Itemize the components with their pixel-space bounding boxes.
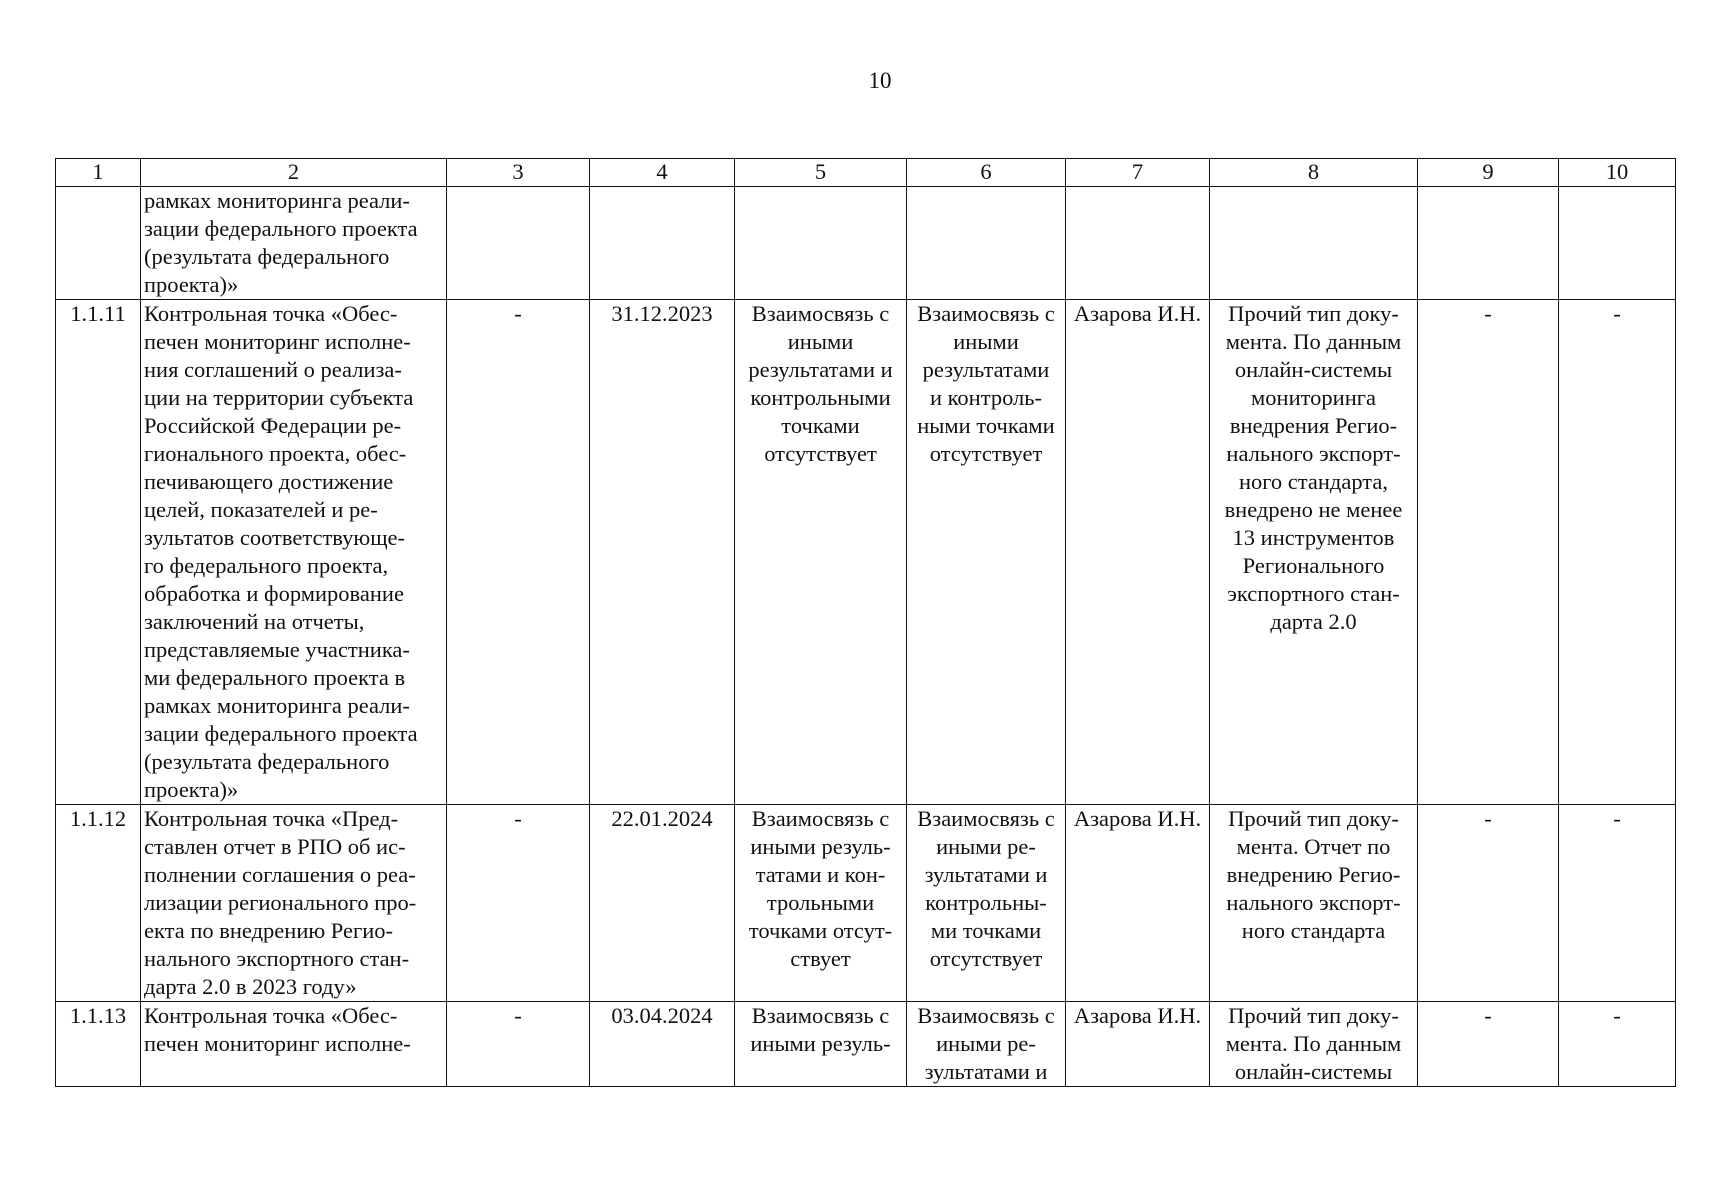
cell-col3: - xyxy=(447,1002,590,1087)
cell-document: Прочий тип доку- мента. По данным онлайн-системы xyxy=(1210,1002,1418,1087)
column-header: 10 xyxy=(1559,159,1676,187)
cell-document: Прочий тип доку- мента. По данным онлайн-системы мониторинга внедрения Регио- нального экспорт- ного стандарта, внедрено не менее 13 инструментов Регионального экспортного стан- дарта 2.0 xyxy=(1210,300,1418,805)
column-header: 9 xyxy=(1418,159,1559,187)
cell-col3 xyxy=(447,187,590,300)
header-row xyxy=(56,159,1676,187)
column-header: 7 xyxy=(1066,159,1210,187)
table-row xyxy=(56,805,1676,1002)
column-header: 8 xyxy=(1210,159,1418,187)
cell-col5 xyxy=(735,187,907,300)
cell-col5: Взаимосвязь с иными результатами и контрольными точками отсутствует xyxy=(735,300,907,805)
table-row xyxy=(56,1002,1676,1087)
cell-col5: Взаимосвязь с иными резуль- xyxy=(735,1002,907,1087)
cell-col9: - xyxy=(1418,300,1559,805)
cell-col9: - xyxy=(1418,805,1559,1002)
cell-col3: - xyxy=(447,805,590,1002)
cell-responsible: Азарова И.Н. xyxy=(1066,805,1210,1002)
cell-col6 xyxy=(907,187,1066,300)
column-header: 2 xyxy=(141,159,447,187)
cell-responsible: Азарова И.Н. xyxy=(1066,300,1210,805)
cell-date xyxy=(590,187,735,300)
cell-col9 xyxy=(1418,187,1559,300)
cell-col5: Взаимосвязь с иными резуль- татами и кон- трольными точками отсут- ствует xyxy=(735,805,907,1002)
cell-col10: - xyxy=(1559,300,1676,805)
cell-col10: - xyxy=(1559,805,1676,1002)
row-number: 1.1.13 xyxy=(56,1002,141,1087)
cell-col3: - xyxy=(447,300,590,805)
column-header: 1 xyxy=(56,159,141,187)
cell-col6: Взаимосвязь с иными результатами и контроль- ными точками отсутствует xyxy=(907,300,1066,805)
page-number: 10 xyxy=(868,68,892,93)
control-points-table xyxy=(55,158,1676,1087)
control-point-name: Контрольная точка «Обес- печен мониторинг исполне- xyxy=(141,1002,447,1087)
row-number: 1.1.11 xyxy=(56,300,141,805)
cell-col6: Взаимосвязь с иными ре- зультатами и xyxy=(907,1002,1066,1087)
cell-col10: - xyxy=(1559,1002,1676,1087)
cell-date: 31.12.2023 xyxy=(590,300,735,805)
cell-responsible xyxy=(1066,187,1210,300)
row-number: 1.1.12 xyxy=(56,805,141,1002)
cell-col9: - xyxy=(1418,1002,1559,1087)
cell-col10 xyxy=(1559,187,1676,300)
cell-document: Прочий тип доку- мента. Отчет по внедрению Регио- нального экспорт- ного стандарта xyxy=(1210,805,1418,1002)
control-point-name: Контрольная точка «Пред- ставлен отчет в РПО об ис- полнении соглашения о реа- лизации регионального про- екта по внедрению Регио- нального экспортного стан- дарта 2.0 в 2023 году» xyxy=(141,805,447,1002)
cell-responsible: Азарова И.Н. xyxy=(1066,1002,1210,1087)
cell-document xyxy=(1210,187,1418,300)
control-point-name: Контрольная точка «Обес- печен мониторинг исполне- ния соглашений о реализа- ции на территории субъекта Российской Федерации ре- гионального проекта, обес- печивающего достижение целей, показателей и ре- зультатов соответствующе- го федерального проекта, обработка и формирование заключений на отчеты, представляемые участника- ми федерального проекта в рамках мониторинга реали- зации федерального проекта (результата федерального проекта)» xyxy=(141,300,447,805)
row-number xyxy=(56,187,141,300)
table-row xyxy=(56,300,1676,805)
column-header: 5 xyxy=(735,159,907,187)
cell-col6: Взаимосвязь с иными ре- зультатами и контрольны- ми точками отсутствует xyxy=(907,805,1066,1002)
table-row xyxy=(56,187,1676,300)
column-header: 4 xyxy=(590,159,735,187)
cell-date: 22.01.2024 xyxy=(590,805,735,1002)
cell-date: 03.04.2024 xyxy=(590,1002,735,1087)
control-point-name: рамках мониторинга реали- зации федерального проекта (результата федерального проекта)» xyxy=(141,187,447,300)
column-header: 6 xyxy=(907,159,1066,187)
column-header: 3 xyxy=(447,159,590,187)
